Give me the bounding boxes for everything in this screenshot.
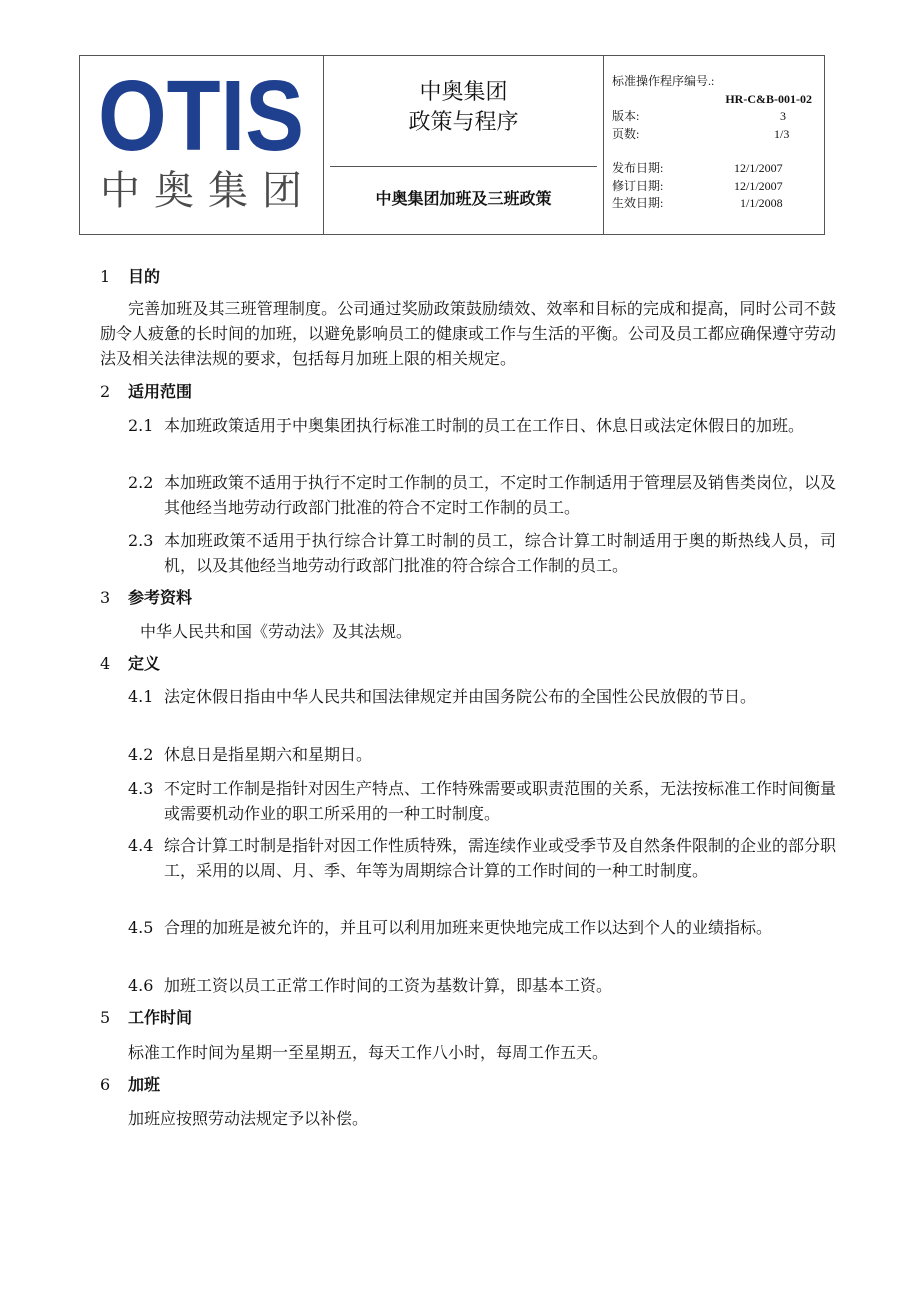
item-text: 合理的加班是被允许的，并且可以利用加班来更快地完成工作以达到个人的业绩指标。: [164, 918, 773, 937]
section-1-text: 完善加班及其三班管理制度。公司通过奖励政策鼓励绩效、效率和目标的完成和提高，同时公司不鼓励令人疲惫的长时间的加班，以避免影响员工的健康或工作与生活的平衡。公司及员工都应确保遵守劳动法及相关法律法规的要求，包括每月加班上限的相关规定。: [100, 299, 837, 368]
item-number: 4.5: [128, 918, 154, 937]
item-text: 加班工资以员工正常工作时间的工资为基数计算，即基本工资。: [164, 976, 613, 995]
item-2-1: [128, 413, 836, 438]
logo-cell: [80, 56, 324, 234]
pages-value: 1/3: [774, 127, 790, 141]
effective-date-label: 生效日期:: [612, 196, 664, 210]
section-title: 目的: [128, 267, 161, 286]
version-label: 版本:: [612, 109, 640, 123]
section-title: 适用范围: [128, 382, 193, 401]
pages-label: 页数:: [612, 127, 640, 141]
item-number: 2.1: [128, 416, 154, 435]
section-5-text: 标准工作时间为星期一至星期五，每天工作八小时，每周工作五天。: [128, 1043, 609, 1062]
section-number: 5: [100, 1008, 111, 1027]
title-cell: [324, 56, 604, 234]
policy-title: 中奥集团加班及三班政策: [375, 189, 552, 208]
item-text: 法定休假日指由中华人民共和国法律规定并由国务院公布的全国性公民放假的节日。: [164, 687, 757, 706]
sop-number-row: [612, 73, 812, 90]
section-number: 6: [100, 1075, 111, 1094]
issue-date-label: 发布日期:: [612, 161, 664, 175]
item-4-3: [128, 776, 836, 826]
revise-date-row: [612, 178, 812, 195]
otis-logo: [98, 60, 308, 172]
section-title: 工作时间: [128, 1008, 193, 1027]
section-3-text: 中华人民共和国《劳动法》及其法规。: [140, 622, 413, 641]
item-2-2: [128, 470, 836, 520]
item-text: 本加班政策适用于中奥集团执行标准工时制的员工在工作日、休息日或法定休假日的加班。: [164, 416, 805, 435]
item-4-4: [128, 833, 836, 883]
logo-chinese-text: 中奥集团: [100, 168, 316, 214]
item-2-3: [128, 528, 836, 578]
section-number: 2: [100, 382, 111, 401]
item-4-5: [128, 915, 836, 940]
version-row: [612, 108, 812, 125]
item-4-6: [128, 973, 836, 998]
issue-date-value: 12/1/2007: [734, 161, 783, 175]
document-type: 政策与程序: [408, 110, 519, 135]
item-number: 4.4: [128, 836, 154, 855]
section-title: 定义: [128, 654, 161, 673]
item-number: 4.1: [128, 687, 154, 706]
section-number: 4: [100, 654, 111, 673]
revise-date-label: 修订日期:: [612, 179, 664, 193]
effective-date-value: 1/1/2008: [740, 196, 783, 210]
item-4-1: [128, 684, 836, 709]
section-number: 1: [100, 267, 111, 286]
sop-value-row: [612, 91, 812, 108]
item-text: 休息日是指星期六和星期日。: [164, 745, 373, 764]
organization-name: 中奥集团: [419, 80, 508, 105]
item-4-2: [128, 742, 836, 767]
item-number: 2.3: [128, 531, 154, 550]
sop-value: HR-C&B-001-02: [725, 92, 812, 106]
pages-row: [612, 126, 812, 143]
version-value: 3: [780, 109, 786, 123]
effective-date-row: [612, 195, 812, 212]
document-header: [79, 55, 825, 235]
item-number: 4.6: [128, 976, 154, 995]
sop-label: 标准操作程序编号.:: [612, 74, 715, 88]
item-text: 不定时工作制是指针对因生产特点、工作特殊需要或职责范围的关系，无法按标准工作时间衡量或需要机动作业的职工所采用的一种工时制度。: [164, 779, 837, 823]
otis-logo-text: OTIS: [98, 60, 304, 172]
section-title: 参考资料: [128, 588, 193, 607]
item-number: 4.3: [128, 779, 154, 798]
revise-date-value: 12/1/2007: [734, 179, 783, 193]
item-text: 本加班政策不适用于执行不定时工作制的员工，不定时工作制适用于管理层及销售类岗位，以及其他经当地劳动行政部门批准的符合不定时工作制的员工。: [164, 473, 837, 517]
title-divider: [330, 166, 597, 167]
issue-date-row: [612, 160, 812, 177]
metadata-cell: [604, 56, 824, 234]
item-text: 本加班政策不适用于执行综合计算工时制的员工，综合计算工时制适用于奥的斯热线人员，司机，以及其他经当地劳动行政部门批准的符合综合工作制的员工。: [164, 531, 836, 575]
item-number: 4.2: [128, 745, 154, 764]
section-number: 3: [100, 588, 111, 607]
item-text: 综合计算工时制是指针对因工作性质特殊，需连续作业或受季节及自然条件限制的企业的部分职工，采用的以周、月、季、年等为周期综合计算的工作时间的一种工时制度。: [164, 836, 837, 880]
section-title: 加班: [128, 1075, 161, 1094]
section-6-text: 加班应按照劳动法规定予以补偿。: [128, 1109, 369, 1128]
item-number: 2.2: [128, 473, 154, 492]
